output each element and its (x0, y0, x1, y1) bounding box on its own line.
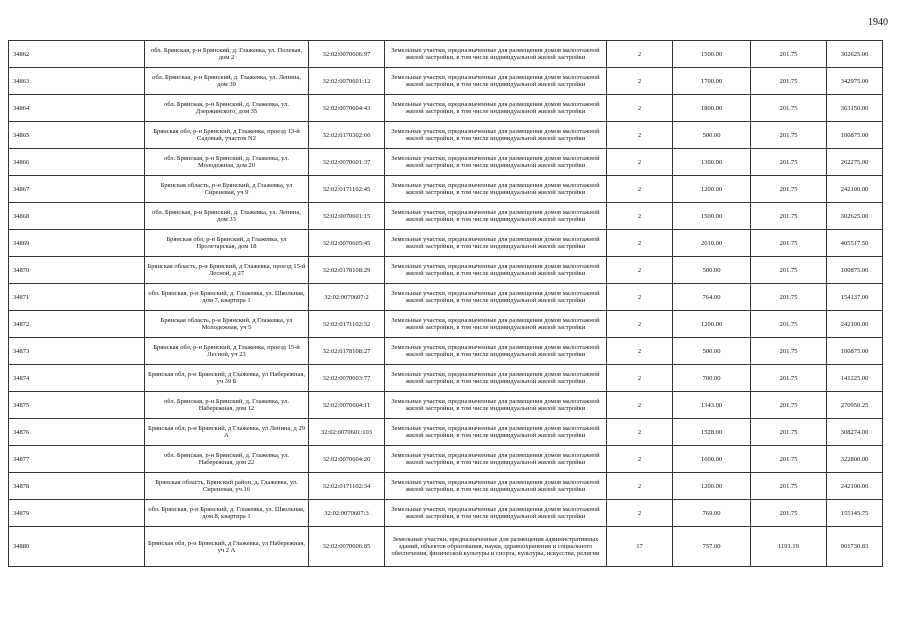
use-group-cell: 2 (607, 338, 673, 365)
area-cell: 1528.00 (673, 419, 751, 446)
row-number-cell: 34865 (9, 122, 145, 149)
land-use-cell: Земельные участки, предназначенные для размещения домов малоэтажной жилой застройки, в том числе индивидуальной жилой застройки (385, 41, 607, 68)
cadastral-value-cell: 342975.00 (827, 68, 883, 95)
address-cell: обл. Брянская, р-н Брянский, д. Глажевка, ул. Полевая, дом 2 (145, 41, 309, 68)
specific-value-cell: 201.75 (751, 473, 827, 500)
area-cell: 1300.00 (673, 149, 751, 176)
cadastral-number-cell: 32:02:0070601:12 (309, 68, 385, 95)
table-row (9, 257, 883, 284)
specific-value-cell: 1191.19 (751, 527, 827, 567)
area-cell: 500.00 (673, 257, 751, 284)
cadastral-number-cell: 32:02:0070607:3 (309, 500, 385, 527)
area-cell: 1500.00 (673, 41, 751, 68)
specific-value-cell: 201.75 (751, 446, 827, 473)
table-row (9, 122, 883, 149)
cadastral-value-cell: 141225.00 (827, 365, 883, 392)
land-use-cell: Земельные участки, предназначенные для размещения домов малоэтажной жилой застройки, в том числе индивидуальной жилой застройки (385, 446, 607, 473)
area-cell: 769.00 (673, 500, 751, 527)
table-row (9, 149, 883, 176)
land-use-cell: Земельные участки, предназначенные для размещения домов малоэтажной жилой застройки, в том числе индивидуальной жилой застройки (385, 176, 607, 203)
cadastral-value-cell: 270950.25 (827, 392, 883, 419)
land-valuation-table (8, 40, 883, 567)
row-number-cell: 34864 (9, 95, 145, 122)
use-group-cell: 2 (607, 230, 673, 257)
specific-value-cell: 201.75 (751, 257, 827, 284)
cadastral-number-cell: 32:02:0070604:43 (309, 95, 385, 122)
land-use-cell: Земельные участки, предназначенные для размещения домов малоэтажной жилой застройки, в том числе индивидуальной жилой застройки (385, 68, 607, 95)
land-use-cell: Земельные участки, предназначенные для размещения домов малоэтажной жилой застройки, в том числе индивидуальной жилой застройки (385, 257, 607, 284)
land-use-cell: Земельные участки, предназначенные для размещения домов малоэтажной жилой застройки, в том числе индивидуальной жилой застройки (385, 500, 607, 527)
page-number: 1940 (868, 17, 888, 28)
address-cell: обл. Брянская, р-н Брянский, д. Глажевка, ул. Набережная, дом 12 (145, 392, 309, 419)
use-group-cell: 2 (607, 446, 673, 473)
area-cell: 764.00 (673, 284, 751, 311)
table-row (9, 95, 883, 122)
use-group-cell: 17 (607, 527, 673, 567)
specific-value-cell: 201.75 (751, 122, 827, 149)
row-number-cell: 34876 (9, 419, 145, 446)
use-group-cell: 2 (607, 257, 673, 284)
cadastral-value-cell: 262275.00 (827, 149, 883, 176)
specific-value-cell: 201.75 (751, 365, 827, 392)
land-use-cell: Земельные участки, предназначенные для размещения домов малоэтажной жилой застройки, в том числе индивидуальной жилой застройки (385, 365, 607, 392)
cadastral-number-cell: 32:02:0170302:66 (309, 122, 385, 149)
cadastral-value-cell: 405517.50 (827, 230, 883, 257)
table-row (9, 473, 883, 500)
table-row (9, 365, 883, 392)
cadastral-number-cell: 32:02:0070603:77 (309, 365, 385, 392)
use-group-cell: 2 (607, 365, 673, 392)
table-row (9, 41, 883, 68)
cadastral-value-cell: 242100.00 (827, 473, 883, 500)
specific-value-cell: 201.75 (751, 311, 827, 338)
cadastral-value-cell: 242100.00 (827, 311, 883, 338)
row-number-cell: 34869 (9, 230, 145, 257)
use-group-cell: 2 (607, 500, 673, 527)
use-group-cell: 2 (607, 473, 673, 500)
land-use-cell: Земельные участки, предназначенные для размещения административных зданий, объектов образования, науки, здравоохранения и социального обеспечения, физической культуры и спорта, культуры, искусства, религии (385, 527, 607, 567)
cadastral-number-cell: 32:02:0178108:29 (309, 257, 385, 284)
table-row (9, 500, 883, 527)
address-cell: Брянская область, р-н Брянский, д Глажевка, ул Сиреневая, уч 9 (145, 176, 309, 203)
area-cell: 1800.00 (673, 95, 751, 122)
area-cell: 1500.00 (673, 203, 751, 230)
cadastral-value-cell: 155145.75 (827, 500, 883, 527)
area-cell: 757.00 (673, 527, 751, 567)
address-cell: Брянская обл, р-н Брянский, д Глажевка, ул Пролетарская, дом 18 (145, 230, 309, 257)
specific-value-cell: 201.75 (751, 284, 827, 311)
specific-value-cell: 201.75 (751, 176, 827, 203)
row-number-cell: 34874 (9, 365, 145, 392)
cadastral-number-cell: 32:02:0070606:85 (309, 527, 385, 567)
use-group-cell: 2 (607, 203, 673, 230)
address-cell: обл. Брянская, р-н Брянский, д. Глажевка, ул. Школьная, дом 7, квартира 1 (145, 284, 309, 311)
table-row (9, 230, 883, 257)
cadastral-number-cell: 32:02:0070601:37 (309, 149, 385, 176)
cadastral-number-cell: 32:02:0171102:32 (309, 311, 385, 338)
row-number-cell: 34871 (9, 284, 145, 311)
row-number-cell: 34878 (9, 473, 145, 500)
row-number-cell: 34870 (9, 257, 145, 284)
row-number-cell: 34877 (9, 446, 145, 473)
cadastral-number-cell: 32:02:0070606:97 (309, 41, 385, 68)
land-use-cell: Земельные участки, предназначенные для размещения домов малоэтажной жилой застройки, в том числе индивидуальной жилой застройки (385, 203, 607, 230)
land-use-cell: Земельные участки, предназначенные для размещения домов малоэтажной жилой застройки, в том числе индивидуальной жилой застройки (385, 473, 607, 500)
cadastral-value-cell: 363150.00 (827, 95, 883, 122)
area-cell: 1700.00 (673, 68, 751, 95)
cadastral-number-cell: 32:02:0070604:20 (309, 446, 385, 473)
land-use-cell: Земельные участки, предназначенные для размещения домов малоэтажной жилой застройки, в том числе индивидуальной жилой застройки (385, 230, 607, 257)
use-group-cell: 2 (607, 419, 673, 446)
address-cell: Брянская обл, р-н Брянский, д Глажевка, ул Набережная, уч 39 Б (145, 365, 309, 392)
specific-value-cell: 201.75 (751, 338, 827, 365)
land-use-cell: Земельные участки, предназначенные для размещения домов малоэтажной жилой застройки, в том числе индивидуальной жилой застройки (385, 284, 607, 311)
land-use-cell: Земельные участки, предназначенные для размещения домов малоэтажной жилой застройки, в том числе индивидуальной жилой застройки (385, 311, 607, 338)
use-group-cell: 2 (607, 95, 673, 122)
specific-value-cell: 201.75 (751, 41, 827, 68)
cadastral-number-cell: 32:02:0070607:2 (309, 284, 385, 311)
land-use-cell: Земельные участки, предназначенные для размещения домов малоэтажной жилой застройки, в том числе индивидуальной жилой застройки (385, 149, 607, 176)
row-number-cell: 34879 (9, 500, 145, 527)
row-number-cell: 34868 (9, 203, 145, 230)
area-cell: 700.00 (673, 365, 751, 392)
table-row (9, 392, 883, 419)
specific-value-cell: 201.75 (751, 203, 827, 230)
address-cell: Брянская обл, р-н Брянский, д Глажевка, проезд 13-й Садовый, участок N2 (145, 122, 309, 149)
address-cell: Брянская обл, р-н Брянский, д Глажевка, проезд 15-й Лесной, уч 23 (145, 338, 309, 365)
cadastral-number-cell: 32:02:0070604:11 (309, 392, 385, 419)
use-group-cell: 2 (607, 284, 673, 311)
use-group-cell: 2 (607, 68, 673, 95)
use-group-cell: 2 (607, 311, 673, 338)
table-row (9, 419, 883, 446)
use-group-cell: 2 (607, 176, 673, 203)
address-cell: Брянская область, Брянский район, д. Глажевка, ул. Сиреневая, уч.16 (145, 473, 309, 500)
cadastral-number-cell: 32:02:0070605:45 (309, 230, 385, 257)
table-row (9, 527, 883, 567)
land-use-cell: Земельные участки, предназначенные для размещения домов малоэтажной жилой застройки, в том числе индивидуальной жилой застройки (385, 338, 607, 365)
address-cell: обл. Брянская, р-н Брянский, д. Глажевка, ул. Ленина, дом 39 (145, 68, 309, 95)
specific-value-cell: 201.75 (751, 419, 827, 446)
row-number-cell: 34863 (9, 68, 145, 95)
cadastral-number-cell: 32:02:0178108:27 (309, 338, 385, 365)
specific-value-cell: 201.75 (751, 149, 827, 176)
address-cell: обл. Брянская, р-н Брянский, д. Глажевка, ул. Набережная, дом 22 (145, 446, 309, 473)
cadastral-number-cell: 32:02:0070601:15 (309, 203, 385, 230)
row-number-cell: 34875 (9, 392, 145, 419)
row-number-cell: 34867 (9, 176, 145, 203)
land-use-cell: Земельные участки, предназначенные для размещения домов малоэтажной жилой застройки, в том числе индивидуальной жилой застройки (385, 419, 607, 446)
specific-value-cell: 201.75 (751, 68, 827, 95)
address-cell: обл. Брянская, р-н Брянский, д. Глажевка, ул. Школьная, дом 8, квартира 1 (145, 500, 309, 527)
area-cell: 1343.00 (673, 392, 751, 419)
use-group-cell: 2 (607, 41, 673, 68)
cadastral-value-cell: 242100.00 (827, 176, 883, 203)
row-number-cell: 34873 (9, 338, 145, 365)
table-row (9, 284, 883, 311)
cadastral-value-cell: 302625.00 (827, 203, 883, 230)
specific-value-cell: 201.75 (751, 392, 827, 419)
land-use-cell: Земельные участки, предназначенные для размещения домов малоэтажной жилой застройки, в том числе индивидуальной жилой застройки (385, 392, 607, 419)
table-row (9, 311, 883, 338)
cadastral-value-cell: 100875.00 (827, 122, 883, 149)
address-cell: обл. Брянская, р-н Брянский, д. Глажевка, ул. Молодежная, дом 20 (145, 149, 309, 176)
cadastral-value-cell: 308274.00 (827, 419, 883, 446)
cadastral-number-cell: 32:02:0070601:103 (309, 419, 385, 446)
row-number-cell: 34866 (9, 149, 145, 176)
specific-value-cell: 201.75 (751, 95, 827, 122)
table-row (9, 338, 883, 365)
cadastral-value-cell: 322800.00 (827, 446, 883, 473)
area-cell: 1200.00 (673, 176, 751, 203)
cadastral-value-cell: 154137.00 (827, 284, 883, 311)
cadastral-number-cell: 32:02:0171102:34 (309, 473, 385, 500)
table-row (9, 176, 883, 203)
address-cell: обл. Брянская, р-н Брянский, д. Глажевка, ул. Дзержинского, дом 35 (145, 95, 309, 122)
land-use-cell: Земельные участки, предназначенные для размещения домов малоэтажной жилой застройки, в том числе индивидуальной жилой застройки (385, 95, 607, 122)
area-cell: 2010.00 (673, 230, 751, 257)
area-cell: 500.00 (673, 338, 751, 365)
address-cell: Брянская обл, р-н Брянский, д Глажевка, ул Набережная, уч 2 А (145, 527, 309, 567)
cadastral-value-cell: 100875.00 (827, 257, 883, 284)
row-number-cell: 34862 (9, 41, 145, 68)
cadastral-value-cell: 302625.00 (827, 41, 883, 68)
table-row (9, 68, 883, 95)
use-group-cell: 2 (607, 392, 673, 419)
specific-value-cell: 201.75 (751, 230, 827, 257)
cadastral-value-cell: 901730.83 (827, 527, 883, 567)
area-cell: 500.00 (673, 122, 751, 149)
row-number-cell: 34880 (9, 527, 145, 567)
land-use-cell: Земельные участки, предназначенные для размещения домов малоэтажной жилой застройки, в том числе индивидуальной жилой застройки (385, 122, 607, 149)
table-body (9, 41, 883, 567)
table-row (9, 446, 883, 473)
area-cell: 1200.00 (673, 473, 751, 500)
specific-value-cell: 201.75 (751, 500, 827, 527)
table-row (9, 203, 883, 230)
address-cell: Брянская обл, р-н Брянский, д Глажевка, ул Ленина, д 29 А (145, 419, 309, 446)
address-cell: обл. Брянская, р-н Брянский, д. Глажевка, ул. Ленина, дом 33 (145, 203, 309, 230)
row-number-cell: 34872 (9, 311, 145, 338)
cadastral-value-cell: 100875.00 (827, 338, 883, 365)
address-cell: Брянская область, р-н Брянский, д Глажевка, проезд 15-й Лесной, д 27 (145, 257, 309, 284)
use-group-cell: 2 (607, 122, 673, 149)
area-cell: 1600.00 (673, 446, 751, 473)
address-cell: Брянская область, р-н Брянский, д Глажевка, ул Молодежная, уч 5 (145, 311, 309, 338)
use-group-cell: 2 (607, 149, 673, 176)
area-cell: 1200.00 (673, 311, 751, 338)
cadastral-number-cell: 32:02:0171102:45 (309, 176, 385, 203)
